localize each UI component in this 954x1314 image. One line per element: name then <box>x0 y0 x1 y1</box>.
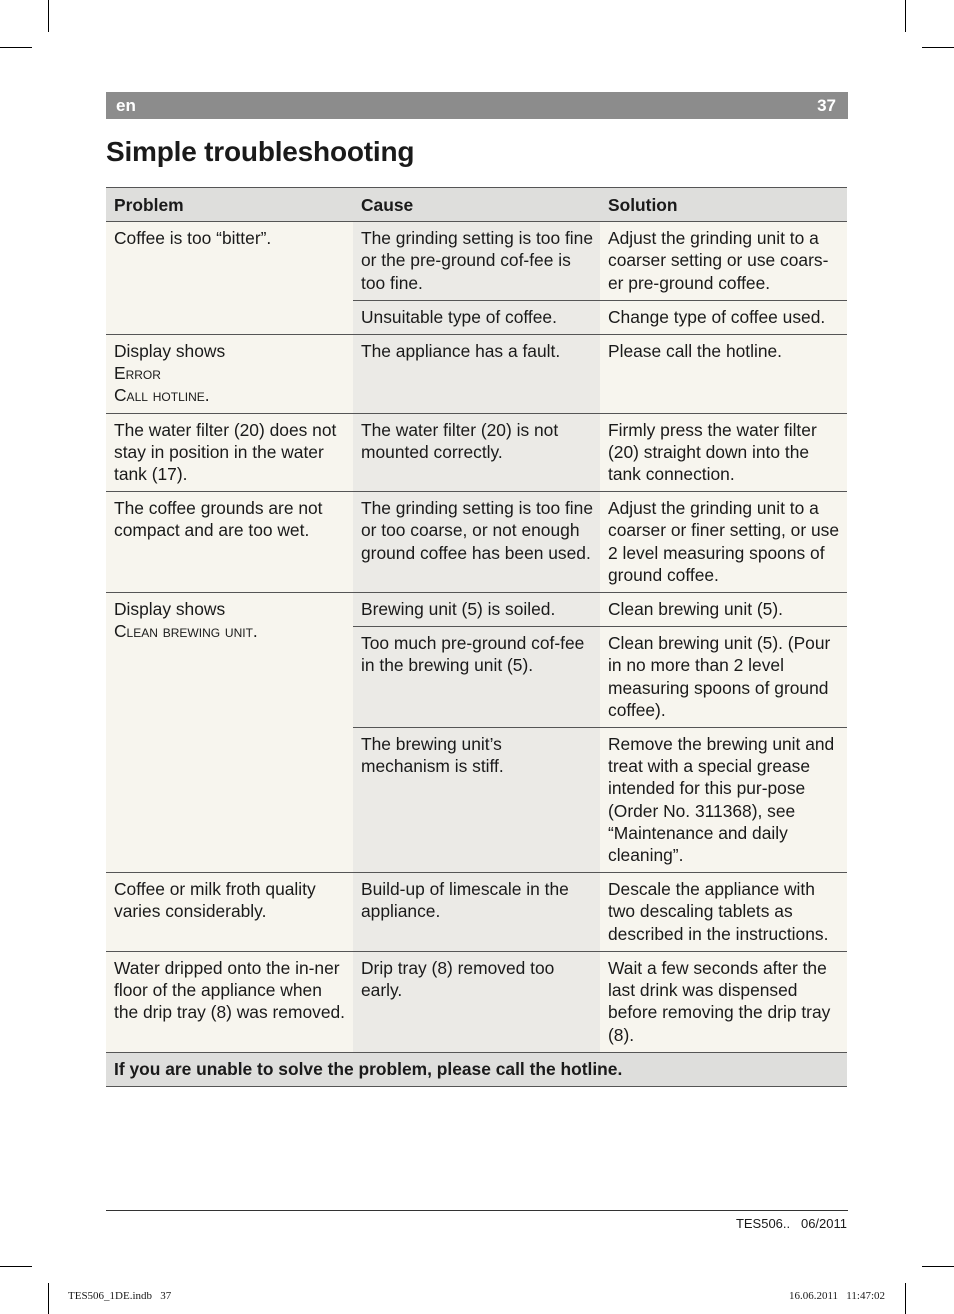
problem-text: Display shows <box>114 599 226 620</box>
column-header-problem: Problem <box>106 188 353 222</box>
problem-cell <box>106 222 353 335</box>
table-row <box>106 951 847 1052</box>
problem-cell: Water dripped onto the in-ner floor of the appliance when the drip tray (8) was removed. <box>106 951 353 1052</box>
solution-cell: Change type of coffee used. <box>600 300 847 334</box>
table-row <box>106 492 847 593</box>
crop-mark <box>48 0 49 32</box>
solution-cell: Adjust the grinding unit to a coarser or finer setting, or use 2 level measuring spoons of ground coffee. <box>600 492 847 593</box>
cause-cell: The brewing unit’s mechanism is stiff. <box>353 728 600 873</box>
display-message-text: Call hotline. <box>114 385 210 406</box>
crop-mark <box>0 1266 32 1267</box>
solution-cell: Wait a few seconds after the last drink was dispensed before removing the drip tray (8). <box>600 951 847 1052</box>
problem-cell: The water filter (20) does not stay in position in the water tank (17). <box>106 413 353 492</box>
solution-cell: Please call the hotline. <box>600 335 847 414</box>
display-message-text: Error <box>114 363 161 384</box>
hotline-note: If you are unable to solve the problem, please call the hotline. <box>106 1052 847 1086</box>
crop-mark <box>922 47 954 48</box>
cause-cell: The grinding setting is too fine or too coarse, or not enough ground coffee has been used. <box>353 492 600 593</box>
crop-mark <box>922 1266 954 1267</box>
table-row <box>106 222 847 301</box>
cause-cell: Build-up of limescale in the appliance. <box>353 873 600 952</box>
problem-text: Display shows <box>114 341 226 362</box>
footer-model-date: TES506.. 06/2011 <box>735 1216 847 1231</box>
print-slug-file: TES506_1DE.indb 37 <box>68 1290 172 1302</box>
print-slug-timestamp: 16.06.2011 11:47:02 <box>788 1290 885 1302</box>
solution-cell: Remove the brewing unit and treat with a special grease intended for this pur-pose (Order No. 311368), see “Maintenance and daily cleaning”. <box>600 728 847 873</box>
display-message-text: Clean brewing unit. <box>114 621 258 642</box>
crop-mark <box>48 1283 49 1314</box>
page-number: 37 <box>817 96 836 115</box>
problem-text: Coffee is too “bitter”. <box>114 228 272 249</box>
cause-cell: The appliance has a fault. <box>353 335 600 414</box>
page-title: Simple troubleshooting <box>106 136 415 167</box>
footer-rule <box>106 1210 848 1211</box>
cause-cell: Drip tray (8) removed too early. <box>353 951 600 1052</box>
table-footer-row <box>106 1052 847 1086</box>
cause-cell: The water filter (20) is not mounted correctly. <box>353 413 600 492</box>
problem-cell <box>106 593 353 873</box>
solution-cell: Clean brewing unit (5). (Pour in no more than 2 level measuring spoons of ground coffee). <box>600 627 847 728</box>
page-header-bar <box>106 92 848 119</box>
solution-cell: Clean brewing unit (5). <box>600 593 847 627</box>
table-header-row <box>106 188 847 222</box>
problem-cell: The coffee grounds are not compact and are too wet. <box>106 492 353 593</box>
crop-mark <box>905 0 906 32</box>
troubleshooting-table <box>106 187 847 1087</box>
column-header-cause: Cause <box>353 188 600 222</box>
cause-cell: The grinding setting is too fine or the pre-ground cof-fee is too fine. <box>353 222 600 301</box>
table-row <box>106 413 847 492</box>
cause-cell: Too much pre-ground cof-fee in the brewing unit (5). <box>353 627 600 728</box>
table-row <box>106 335 847 414</box>
cause-cell: Brewing unit (5) is soiled. <box>353 593 600 627</box>
solution-cell: Adjust the grinding unit to a coarser setting or use coars-er pre-ground coffee. <box>600 222 847 301</box>
language-code: en <box>116 96 136 115</box>
solution-cell: Firmly press the water filter (20) straight down into the tank connection. <box>600 413 847 492</box>
problem-cell <box>106 335 353 414</box>
solution-cell: Descale the appliance with two descaling tablets as described in the instructions. <box>600 873 847 952</box>
problem-cell: Coffee or milk froth quality varies considerably. <box>106 873 353 952</box>
crop-mark <box>905 1283 906 1314</box>
column-header-solution: Solution <box>600 188 847 222</box>
crop-mark <box>0 47 32 48</box>
table-row <box>106 593 847 627</box>
cause-cell: Unsuitable type of coffee. <box>353 300 600 334</box>
table-row <box>106 873 847 952</box>
